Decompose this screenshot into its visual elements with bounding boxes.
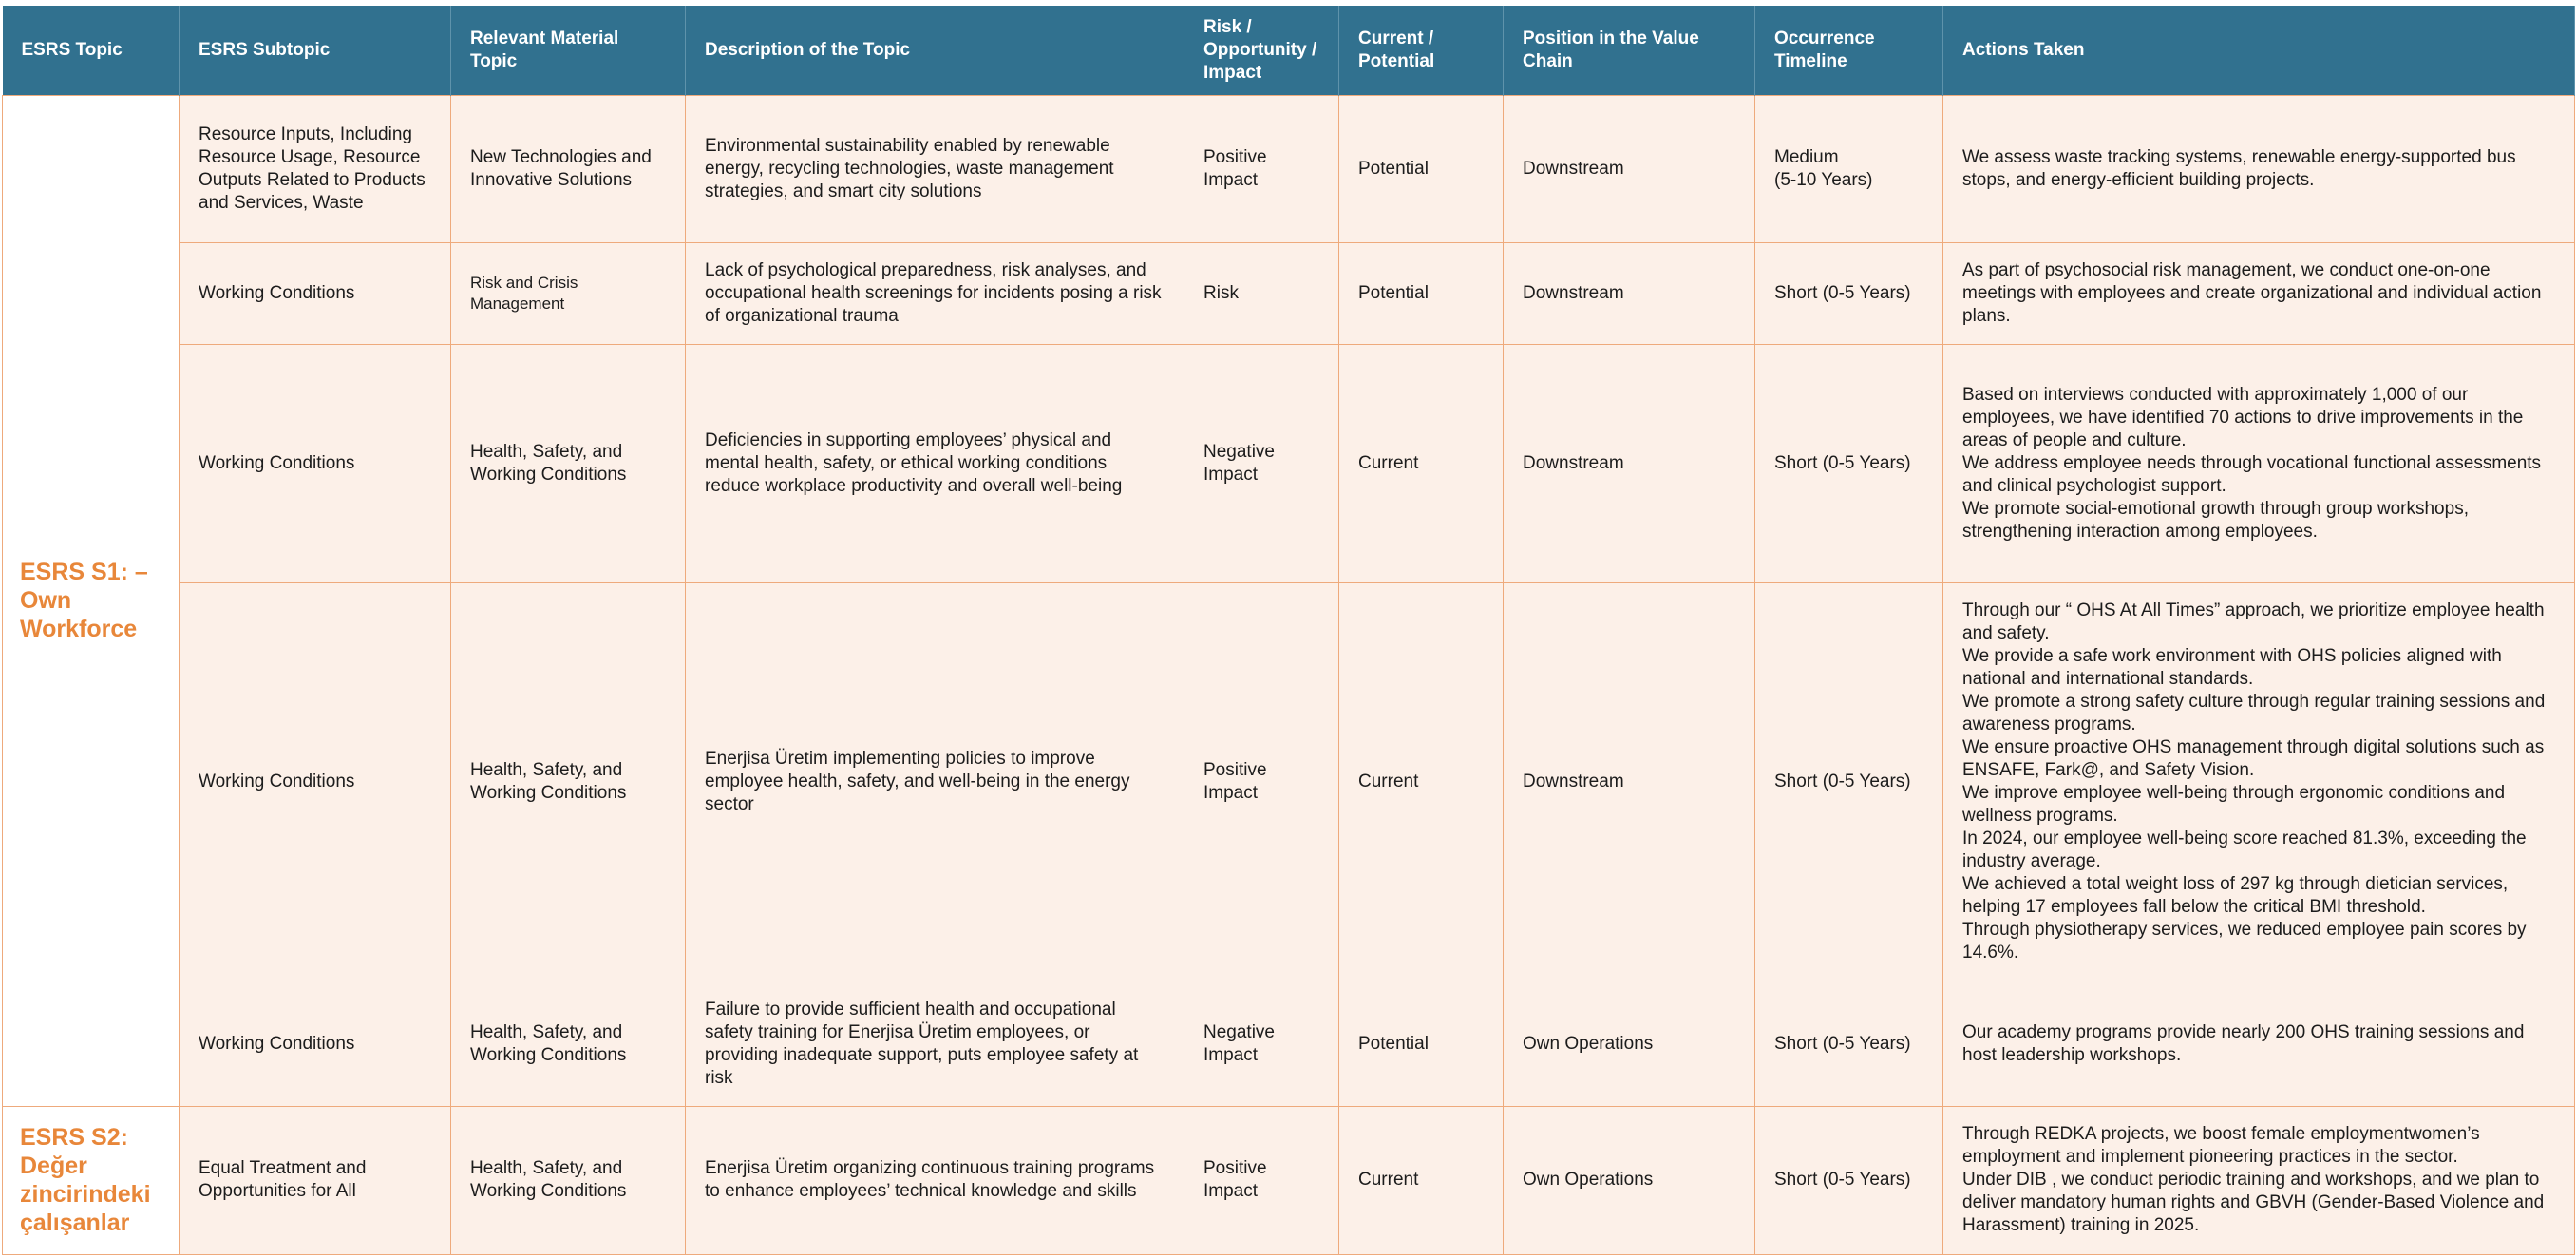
subtopic-cell: Working Conditions: [180, 344, 451, 582]
esrs-material-topics-table: [2, 6, 2575, 1255]
description-cell: Deficiencies in supporting employees’ physical and mental health, safety, or ethical working conditions reduce workplace productivity and overall well-being: [686, 344, 1184, 582]
timeline-cell: Short (0-5 Years): [1755, 242, 1943, 344]
rio-cell: Positive Impact: [1184, 1106, 1339, 1254]
actions-cell: We assess waste tracking systems, renewable energy-supported bus stops, and energy-efficient building projects.: [1943, 95, 2575, 242]
subtopic-cell: Working Conditions: [180, 242, 451, 344]
esrs-material-topics-page: [2, 6, 2574, 1255]
header-description: Description of the Topic: [686, 6, 1184, 95]
table-row: [3, 982, 2575, 1106]
table-row: [3, 95, 2575, 242]
subtopic-cell: Working Conditions: [180, 582, 451, 982]
material-topic-cell: Health, Safety, and Working Conditions: [451, 344, 686, 582]
topic-cell-s2: ESRS S2: Değer zincirindeki çalışanlar: [3, 1106, 180, 1254]
value-chain-cell: Own Operations: [1504, 982, 1755, 1106]
current-potential-cell: Potential: [1339, 242, 1504, 344]
header-occurrence-timeline: Occurrence Timeline: [1755, 6, 1943, 95]
current-potential-cell: Potential: [1339, 95, 1504, 242]
current-potential-cell: Current: [1339, 1106, 1504, 1254]
actions-cell: Through our “ OHS At All Times” approach, we prioritize employee health and safety. We provide a safe work environment with OHS policies aligned with national and international standards. We promote a strong safety culture through regular training sessions and awareness programs. We ensure proactive OHS management through digital solutions such as ENSAFE, Fark@, and Safety Vision. We improve employee well-being through ergonomic conditions and wellness programs. In 2024, our employee well-being score reached 81.3%, exceeding the industry average. We achieved a total weight loss of 297 kg through dietician services, helping 17 employees fall below the critical BMI threshold. Through physiotherapy services, we reduced employee pain scores by 14.6%.: [1943, 582, 2575, 982]
subtopic-cell: Resource Inputs, Including Resource Usage, Resource Outputs Related to Products and Services, Waste: [180, 95, 451, 242]
rio-cell: Risk: [1184, 242, 1339, 344]
subtopic-cell: Equal Treatment and Opportunities for All: [180, 1106, 451, 1254]
subtopic-cell: Working Conditions: [180, 982, 451, 1106]
actions-cell: Our academy programs provide nearly 200 OHS training sessions and host leadership workshops.: [1943, 982, 2575, 1106]
table-row: [3, 1106, 2575, 1254]
material-topic-cell: Health, Safety, and Working Conditions: [451, 582, 686, 982]
timeline-cell: Medium (5-10 Years): [1755, 95, 1943, 242]
topic-cell-s1: ESRS S1: – Own Workforce: [3, 95, 180, 1106]
rio-cell: Positive Impact: [1184, 95, 1339, 242]
rio-cell: Negative Impact: [1184, 982, 1339, 1106]
rio-cell: Negative Impact: [1184, 344, 1339, 582]
current-potential-cell: Potential: [1339, 982, 1504, 1106]
value-chain-cell: Downstream: [1504, 95, 1755, 242]
timeline-cell: Short (0-5 Years): [1755, 1106, 1943, 1254]
actions-cell: As part of psychosocial risk management, we conduct one-on-one meetings with employees and create organizational and individual action plans.: [1943, 242, 2575, 344]
value-chain-cell: Own Operations: [1504, 1106, 1755, 1254]
table-row: [3, 344, 2575, 582]
timeline-cell: Short (0-5 Years): [1755, 582, 1943, 982]
header-value-chain: Position in the Value Chain: [1504, 6, 1755, 95]
actions-cell: Based on interviews conducted with approximately 1,000 of our employees, we have identified 70 actions to drive improvements in the areas of people and culture. We address employee needs through vocational functional assessments and clinical psychologist support. We promote social-emotional growth through group workshops, strengthening interaction among employees.: [1943, 344, 2575, 582]
description-cell: Failure to provide sufficient health and occupational safety training for Enerjisa Üretim employees, or providing inadequate support, puts employee safety at risk: [686, 982, 1184, 1106]
timeline-cell: Short (0-5 Years): [1755, 982, 1943, 1106]
value-chain-cell: Downstream: [1504, 344, 1755, 582]
header-current-potential: Current / Potential: [1339, 6, 1504, 95]
actions-cell: Through REDKA projects, we boost female employmentwomen’s employment and implement pioneering practices in the sector. Under DIB , we conduct periodic training and workshops, and we plan to deliver mandatory human rights and GBVH (Gender-Based Violence and Harassment) training in 2025.: [1943, 1106, 2575, 1254]
description-cell: Enerjisa Üretim organizing continuous training programs to enhance employees’ technical knowledge and skills: [686, 1106, 1184, 1254]
material-topic-cell: Health, Safety, and Working Conditions: [451, 1106, 686, 1254]
description-cell: Enerjisa Üretim implementing policies to improve employee health, safety, and well-being in the energy sector: [686, 582, 1184, 982]
current-potential-cell: Current: [1339, 582, 1504, 982]
header-row: [3, 6, 2575, 95]
value-chain-cell: Downstream: [1504, 242, 1755, 344]
header-esrs-subtopic: ESRS Subtopic: [180, 6, 451, 95]
timeline-cell: Short (0-5 Years): [1755, 344, 1943, 582]
header-material-topic: Relevant Material Topic: [451, 6, 686, 95]
description-cell: Environmental sustainability enabled by renewable energy, recycling technologies, waste management strategies, and smart city solutions: [686, 95, 1184, 242]
rio-cell: Positive Impact: [1184, 582, 1339, 982]
table-row: [3, 582, 2575, 982]
header-actions-taken: Actions Taken: [1943, 6, 2575, 95]
current-potential-cell: Current: [1339, 344, 1504, 582]
material-topic-cell: New Technologies and Innovative Solutions: [451, 95, 686, 242]
value-chain-cell: Downstream: [1504, 582, 1755, 982]
material-topic-cell: Risk and Crisis Management: [451, 242, 686, 344]
material-topic-cell: Health, Safety, and Working Conditions: [451, 982, 686, 1106]
header-esrs-topic: ESRS Topic: [3, 6, 180, 95]
description-cell: Lack of psychological preparedness, risk analyses, and occupational health screenings for incidents posing a risk of organizational trauma: [686, 242, 1184, 344]
table-row: [3, 242, 2575, 344]
header-risk-opportunity-impact: Risk / Opportunity / Impact: [1184, 6, 1339, 95]
